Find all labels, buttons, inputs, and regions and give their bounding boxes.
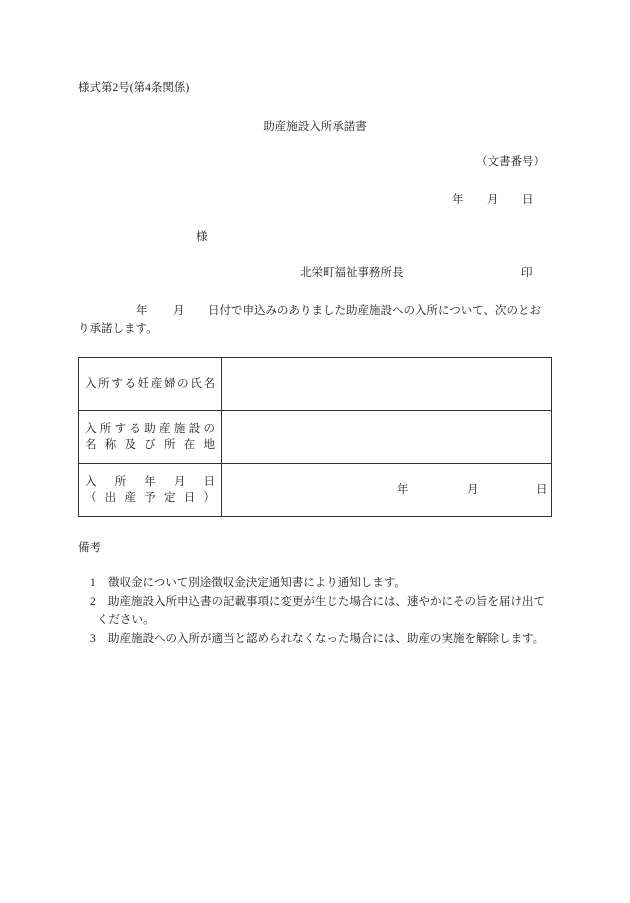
label-line: （出産予定日）: [85, 492, 215, 504]
document-title: 助産施設入所承諾書: [263, 121, 367, 133]
value-cell-admission-date: [222, 464, 552, 517]
remark-number: 2: [90, 596, 96, 608]
body-month: 月: [173, 305, 185, 317]
table-row: [79, 464, 552, 517]
remarks-title: 備考: [78, 542, 101, 554]
remark-text: 助産施設入所申込書の記載事項に変更が生じた場合には、速やかにその旨を届け出て: [108, 596, 545, 608]
body-line-2: り承諾します。: [78, 323, 158, 335]
admission-date-day: 日: [536, 484, 548, 496]
admission-date-year: 年: [397, 484, 409, 496]
table-row: [79, 411, 552, 464]
document-number: （文書番号）: [476, 156, 545, 168]
body-line-1: 日付で申込みのありました助産施設への入所について、次のとお: [208, 305, 542, 317]
remark-number: 1: [90, 577, 96, 589]
remark-number: 3: [90, 633, 96, 645]
remark-text: 徴収金について別途徴収金決定通知書により通知します。: [108, 577, 406, 589]
label-line: 入所する妊産婦の氏名: [85, 378, 215, 390]
admission-date-month: 月: [467, 484, 479, 496]
issue-date-day: 日: [522, 194, 534, 206]
label-line: 名称及び所在地: [85, 439, 215, 451]
remark-text: ください。: [97, 614, 155, 626]
value-cell-facility: [222, 411, 552, 464]
label-line: 入所する助産施設の: [85, 423, 215, 435]
value-cell-name: [222, 358, 552, 411]
label-line: 入所年月日: [85, 476, 215, 488]
issue-date-year: 年: [452, 194, 464, 206]
body-year: 年: [136, 305, 148, 317]
remark-text: 助産施設への入所が適当と認められなくなった場合には、助産の実施を解除します。: [108, 633, 545, 645]
label-cell-name: [79, 358, 222, 411]
addressee-honorific: 様: [196, 231, 208, 243]
sender-name: 北栄町福祉事務所長: [300, 267, 404, 279]
approval-table: [78, 357, 552, 517]
label-cell-admission-date: [79, 464, 222, 517]
label-cell-facility: [79, 411, 222, 464]
table-row: [79, 358, 552, 411]
issue-date-month: 月: [487, 194, 499, 206]
sender-seal: 印: [521, 267, 533, 279]
form-number: 様式第2号(第4条関係): [78, 82, 190, 94]
